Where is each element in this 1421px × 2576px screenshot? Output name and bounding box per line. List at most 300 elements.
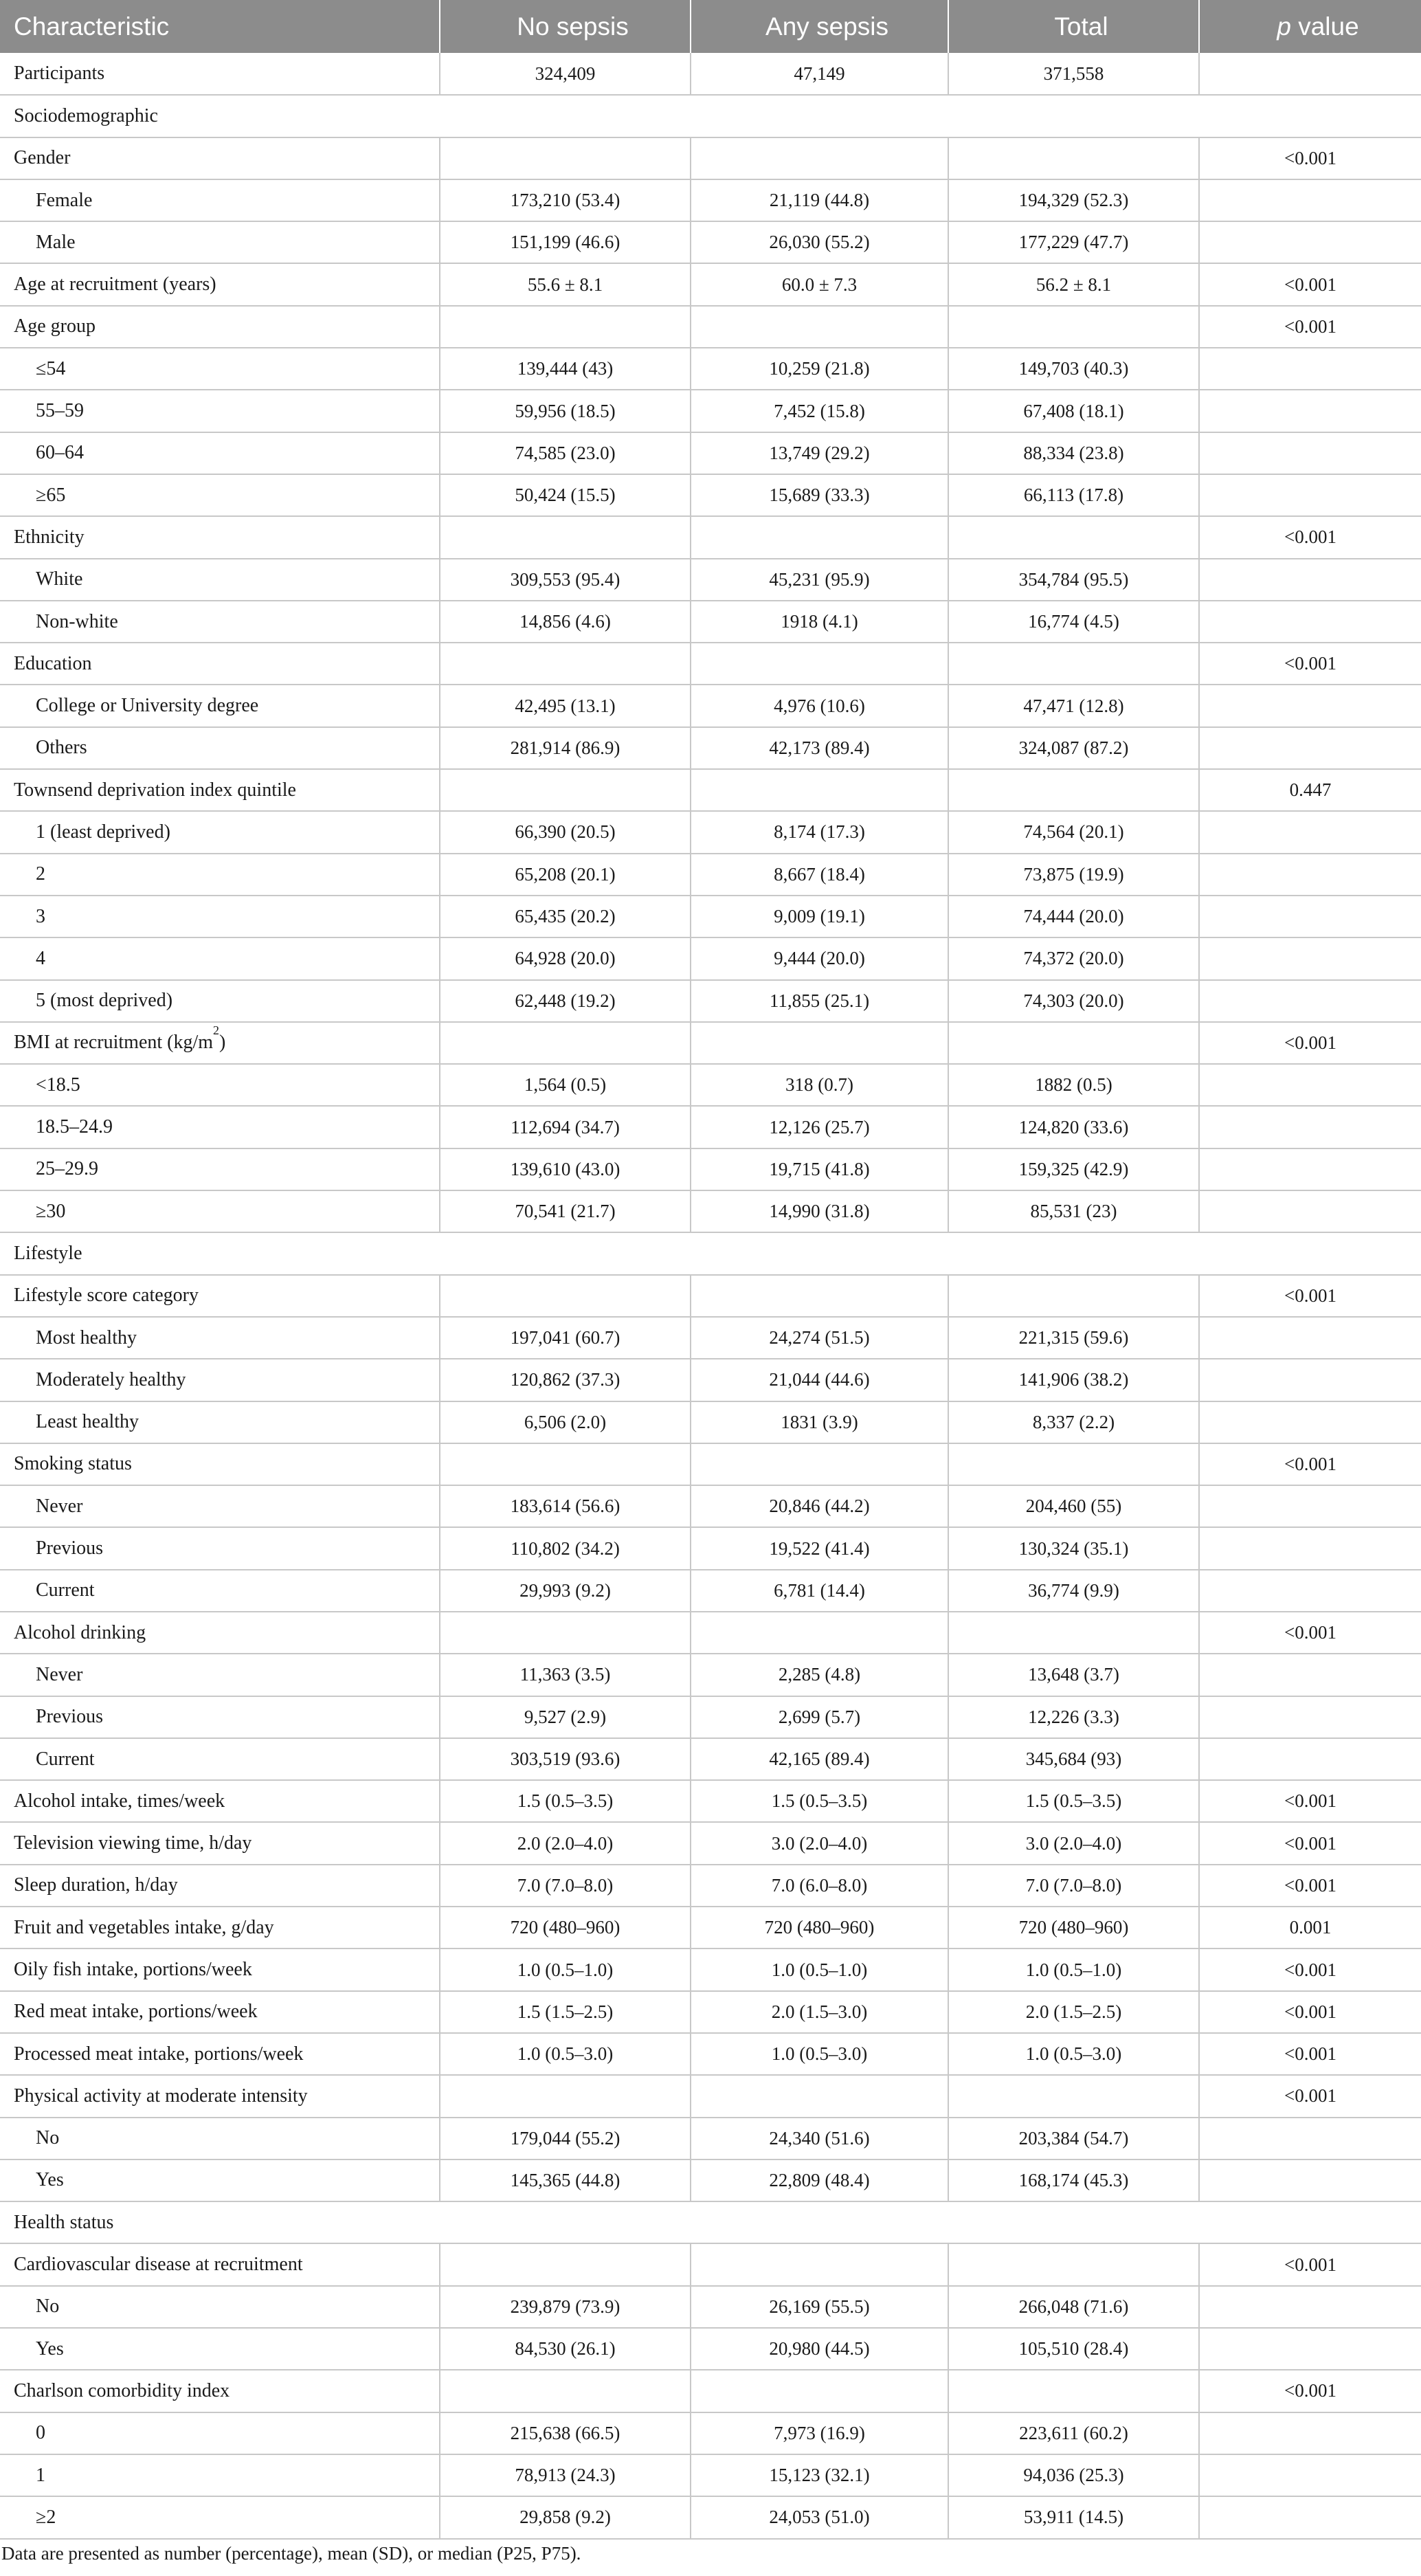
any-sepsis-cell: [691, 1612, 948, 1654]
characteristic-cell: 1: [0, 2454, 440, 2496]
p-value-cell: [1199, 2118, 1421, 2159]
characteristic-cell: Charlson comorbidity index: [0, 2370, 440, 2412]
p-value-cell: <0.001: [1199, 1822, 1421, 1864]
characteristic-cell: Smoking status: [0, 1443, 440, 1485]
any-sepsis-cell: 8,174 (17.3): [691, 811, 948, 853]
table-row: [0, 601, 1421, 643]
section-heading: Health status: [0, 2201, 1421, 2243]
p-value-cell: [1199, 2412, 1421, 2454]
table-row: [0, 854, 1421, 896]
total-cell: [948, 2075, 1199, 2117]
characteristic-cell: Yes: [0, 2328, 440, 2370]
any-sepsis-cell: [691, 2370, 948, 2412]
no-sepsis-cell: 151,199 (46.6): [440, 221, 691, 263]
p-value-cell: <0.001: [1199, 2370, 1421, 2412]
total-cell: 16,774 (4.5): [948, 601, 1199, 643]
total-cell: 105,510 (28.4): [948, 2328, 1199, 2370]
total-cell: [948, 1022, 1199, 1064]
table-row: [0, 937, 1421, 979]
characteristic-cell: Age at recruitment (years): [0, 263, 440, 305]
total-cell: 204,460 (55): [948, 1485, 1199, 1527]
no-sepsis-cell: [440, 2370, 691, 2412]
table-row: [0, 643, 1421, 685]
characteristic-cell: Yes: [0, 2159, 440, 2201]
no-sepsis-cell: 179,044 (55.2): [440, 2118, 691, 2159]
characteristic-cell: Others: [0, 727, 440, 769]
no-sepsis-cell: 281,914 (86.9): [440, 727, 691, 769]
any-sepsis-cell: 24,274 (51.5): [691, 1317, 948, 1359]
total-cell: [948, 306, 1199, 348]
characteristic-cell: ≥2: [0, 2496, 440, 2538]
any-sepsis-cell: 47,149: [691, 53, 948, 95]
characteristic-cell: Least healthy: [0, 1401, 440, 1443]
any-sepsis-cell: 6,781 (14.4): [691, 1570, 948, 1612]
table-row: [0, 2243, 1421, 2285]
any-sepsis-cell: 60.0 ± 7.3: [691, 263, 948, 305]
table-row: [0, 1865, 1421, 1907]
characteristic-cell: Ethnicity: [0, 516, 440, 558]
no-sepsis-cell: 120,862 (37.3): [440, 1359, 691, 1401]
total-cell: 85,531 (23): [948, 1190, 1199, 1232]
characteristic-cell: College or University degree: [0, 685, 440, 726]
table-row: [0, 2454, 1421, 2496]
total-cell: 149,703 (40.3): [948, 348, 1199, 390]
any-sepsis-cell: 21,044 (44.6): [691, 1359, 948, 1401]
characteristic-cell: Previous: [0, 1696, 440, 1738]
characteristic-cell: White: [0, 559, 440, 601]
p-value-cell: [1199, 1570, 1421, 1612]
table-footnote: Data are presented as number (percentage), mean (SD), or median (P25, P75).: [1, 2543, 581, 2564]
p-value-cell: [1199, 474, 1421, 516]
any-sepsis-cell: 24,340 (51.6): [691, 2118, 948, 2159]
table-row: [0, 1948, 1421, 1990]
p-value-cell: 0.001: [1199, 1907, 1421, 1948]
characteristic-cell: Oily fish intake, portions/week: [0, 1948, 440, 1990]
total-cell: [948, 1275, 1199, 1317]
table-row: [0, 1148, 1421, 1190]
no-sepsis-cell: 70,541 (21.7): [440, 1190, 691, 1232]
no-sepsis-cell: 720 (480–960): [440, 1907, 691, 1948]
p-value-cell: [1199, 2159, 1421, 2201]
no-sepsis-cell: 64,928 (20.0): [440, 937, 691, 979]
any-sepsis-cell: 42,165 (89.4): [691, 1738, 948, 1780]
p-value-cell: <0.001: [1199, 263, 1421, 305]
p-value-cell: <0.001: [1199, 137, 1421, 179]
no-sepsis-cell: 1.5 (0.5–3.5): [440, 1780, 691, 1822]
any-sepsis-cell: 15,123 (32.1): [691, 2454, 948, 2496]
p-value-cell: [1199, 1106, 1421, 1148]
any-sepsis-cell: 26,169 (55.5): [691, 2286, 948, 2328]
table-row: [0, 1485, 1421, 1527]
any-sepsis-cell: 720 (480–960): [691, 1907, 948, 1948]
no-sepsis-cell: 309,553 (95.4): [440, 559, 691, 601]
p-value-cell: [1199, 811, 1421, 853]
table-row: [0, 263, 1421, 305]
p-value-cell: <0.001: [1199, 1865, 1421, 1907]
no-sepsis-cell: 6,506 (2.0): [440, 1401, 691, 1443]
total-cell: 67,408 (18.1): [948, 390, 1199, 432]
p-value-cell: <0.001: [1199, 2033, 1421, 2075]
header-total: Total: [948, 0, 1199, 53]
table-row: [0, 1780, 1421, 1822]
characteristic-cell: Male: [0, 221, 440, 263]
p-value-cell: [1199, 854, 1421, 896]
no-sepsis-cell: [440, 1275, 691, 1317]
p-value-cell: <0.001: [1199, 1612, 1421, 1654]
table-row: [0, 769, 1421, 811]
total-cell: 130,324 (35.1): [948, 1527, 1199, 1569]
characteristic-cell: Alcohol drinking: [0, 1612, 440, 1654]
total-cell: 720 (480–960): [948, 1907, 1199, 1948]
header-p-value: [1199, 0, 1421, 53]
no-sepsis-cell: 303,519 (93.6): [440, 1738, 691, 1780]
section-row: [0, 95, 1421, 137]
characteristic-cell: Moderately healthy: [0, 1359, 440, 1401]
p-value-cell: [1199, 937, 1421, 979]
any-sepsis-cell: 26,030 (55.2): [691, 221, 948, 263]
total-cell: [948, 2243, 1199, 2285]
table-row: [0, 811, 1421, 853]
any-sepsis-cell: 22,809 (48.4): [691, 2159, 948, 2201]
total-cell: 73,875 (19.9): [948, 854, 1199, 896]
characteristic-cell: Most healthy: [0, 1317, 440, 1359]
no-sepsis-cell: [440, 769, 691, 811]
p-value-cell: <0.001: [1199, 2075, 1421, 2117]
characteristic-cell: Previous: [0, 1527, 440, 1569]
characteristic-cell: Education: [0, 643, 440, 685]
p-value-cell: [1199, 1190, 1421, 1232]
characteristic-cell: 1 (least deprived): [0, 811, 440, 853]
no-sepsis-cell: 78,913 (24.3): [440, 2454, 691, 2496]
total-cell: 74,444 (20.0): [948, 896, 1199, 937]
any-sepsis-cell: 2.0 (1.5–3.0): [691, 1991, 948, 2033]
characteristic-cell: ≥30: [0, 1190, 440, 1232]
table-row: [0, 2159, 1421, 2201]
any-sepsis-cell: 3.0 (2.0–4.0): [691, 1822, 948, 1864]
any-sepsis-cell: [691, 516, 948, 558]
table-row: [0, 896, 1421, 937]
table-row: [0, 727, 1421, 769]
any-sepsis-cell: [691, 643, 948, 685]
any-sepsis-cell: [691, 1022, 948, 1064]
any-sepsis-cell: [691, 137, 948, 179]
any-sepsis-cell: 11,855 (25.1): [691, 980, 948, 1022]
characteristic-cell: Alcohol intake, times/week: [0, 1780, 440, 1822]
table-row: [0, 980, 1421, 1022]
total-cell: 1882 (0.5): [948, 1064, 1199, 1106]
table-row: [0, 432, 1421, 474]
p-value-cell: <0.001: [1199, 1780, 1421, 1822]
p-value-cell: [1199, 179, 1421, 221]
table-row: [0, 2370, 1421, 2412]
any-sepsis-cell: 12,126 (25.7): [691, 1106, 948, 1148]
characteristic-cell: Red meat intake, portions/week: [0, 1991, 440, 2033]
characteristic-cell: Never: [0, 1654, 440, 1696]
no-sepsis-cell: 1.0 (0.5–1.0): [440, 1948, 691, 1990]
total-cell: 12,226 (3.3): [948, 1696, 1199, 1738]
no-sepsis-cell: 145,365 (44.8): [440, 2159, 691, 2201]
table-row: [0, 1570, 1421, 1612]
no-sepsis-cell: [440, 2075, 691, 2117]
table-row: [0, 390, 1421, 432]
any-sepsis-cell: 9,444 (20.0): [691, 937, 948, 979]
characteristic-cell: Processed meat intake, portions/week: [0, 2033, 440, 2075]
any-sepsis-cell: 10,259 (21.8): [691, 348, 948, 390]
total-cell: 345,684 (93): [948, 1738, 1199, 1780]
characteristic-cell: Lifestyle score category: [0, 1275, 440, 1317]
p-value-cell: <0.001: [1199, 2243, 1421, 2285]
total-cell: 13,648 (3.7): [948, 1654, 1199, 1696]
total-cell: 74,303 (20.0): [948, 980, 1199, 1022]
table-row: [0, 474, 1421, 516]
any-sepsis-cell: [691, 306, 948, 348]
no-sepsis-cell: [440, 137, 691, 179]
any-sepsis-cell: 7,452 (15.8): [691, 390, 948, 432]
any-sepsis-cell: 7,973 (16.9): [691, 2412, 948, 2454]
any-sepsis-cell: 7.0 (6.0–8.0): [691, 1865, 948, 1907]
no-sepsis-cell: 1.5 (1.5–2.5): [440, 1991, 691, 2033]
no-sepsis-cell: 84,530 (26.1): [440, 2328, 691, 2370]
table-row: [0, 1443, 1421, 1485]
total-cell: 3.0 (2.0–4.0): [948, 1822, 1199, 1864]
header-no-sepsis: No sepsis: [440, 0, 691, 53]
no-sepsis-cell: 65,208 (20.1): [440, 854, 691, 896]
total-cell: 266,048 (71.6): [948, 2286, 1199, 2328]
p-value-cell: [1199, 559, 1421, 601]
total-cell: 7.0 (7.0–8.0): [948, 1865, 1199, 1907]
characteristic-cell: [0, 1022, 440, 1064]
table-row: [0, 2496, 1421, 2538]
total-cell: 177,229 (47.7): [948, 221, 1199, 263]
table-row: [0, 137, 1421, 179]
p-value-cell: <0.001: [1199, 516, 1421, 558]
no-sepsis-cell: 7.0 (7.0–8.0): [440, 1865, 691, 1907]
characteristic-cell: No: [0, 2118, 440, 2159]
any-sepsis-cell: 20,980 (44.5): [691, 2328, 948, 2370]
characteristic-cell: Television viewing time, h/day: [0, 1822, 440, 1864]
total-cell: [948, 2370, 1199, 2412]
any-sepsis-cell: 20,846 (44.2): [691, 1485, 948, 1527]
p-value-cell: <0.001: [1199, 1022, 1421, 1064]
any-sepsis-cell: 8,667 (18.4): [691, 854, 948, 896]
characteristic-cell: 2: [0, 854, 440, 896]
p-value-cell: [1199, 432, 1421, 474]
characteristic-cell: Current: [0, 1570, 440, 1612]
characteristic-cell: Never: [0, 1485, 440, 1527]
no-sepsis-cell: [440, 1022, 691, 1064]
total-cell: 66,113 (17.8): [948, 474, 1199, 516]
section-row: [0, 2201, 1421, 2243]
no-sepsis-cell: 215,638 (66.5): [440, 2412, 691, 2454]
any-sepsis-cell: [691, 1275, 948, 1317]
no-sepsis-cell: [440, 2243, 691, 2285]
table-row: [0, 1106, 1421, 1148]
any-sepsis-cell: 1831 (3.9): [691, 1401, 948, 1443]
no-sepsis-cell: 110,802 (34.2): [440, 1527, 691, 1569]
characteristic-cell: Age group: [0, 306, 440, 348]
p-value-cell: [1199, 727, 1421, 769]
no-sepsis-cell: 173,210 (53.4): [440, 179, 691, 221]
table-row: [0, 1654, 1421, 1696]
p-value-cell: [1199, 1738, 1421, 1780]
total-cell: 159,325 (42.9): [948, 1148, 1199, 1190]
total-cell: [948, 1443, 1199, 1485]
p-value-cell: [1199, 2496, 1421, 2538]
characteristic-cell: Fruit and vegetables intake, g/day: [0, 1907, 440, 1948]
total-cell: 371,558: [948, 53, 1199, 95]
any-sepsis-cell: 45,231 (95.9): [691, 559, 948, 601]
no-sepsis-cell: 112,694 (34.7): [440, 1106, 691, 1148]
no-sepsis-cell: 2.0 (2.0–4.0): [440, 1822, 691, 1864]
any-sepsis-cell: 24,053 (51.0): [691, 2496, 948, 2538]
table-row: [0, 559, 1421, 601]
total-cell: 53,911 (14.5): [948, 2496, 1199, 2538]
no-sepsis-cell: [440, 306, 691, 348]
p-value-cell: [1199, 1064, 1421, 1106]
total-cell: 194,329 (52.3): [948, 179, 1199, 221]
characteristic-label: BMI at recruitment (kg/m: [14, 1032, 214, 1054]
p-value-cell: [1199, 1401, 1421, 1443]
header-characteristic: Characteristic: [0, 0, 440, 53]
no-sepsis-cell: 29,993 (9.2): [440, 1570, 691, 1612]
total-cell: 56.2 ± 8.1: [948, 263, 1199, 305]
p-value-cell: [1199, 390, 1421, 432]
any-sepsis-cell: [691, 769, 948, 811]
table-row: [0, 1275, 1421, 1317]
section-row: [0, 1232, 1421, 1274]
header-row: [0, 0, 1421, 53]
no-sepsis-cell: 324,409: [440, 53, 691, 95]
p-value-cell: [1199, 53, 1421, 95]
p-value-cell: [1199, 1485, 1421, 1527]
table-row: [0, 1612, 1421, 1654]
table-row: [0, 306, 1421, 348]
no-sepsis-cell: 139,444 (43): [440, 348, 691, 390]
p-value-cell: [1199, 1654, 1421, 1696]
table-header: [0, 0, 1421, 53]
p-value-cell: [1199, 1359, 1421, 1401]
characteristic-cell: Non-white: [0, 601, 440, 643]
no-sepsis-cell: 65,435 (20.2): [440, 896, 691, 937]
characteristic-cell: 60–64: [0, 432, 440, 474]
p-value-cell: [1199, 980, 1421, 1022]
any-sepsis-cell: [691, 2075, 948, 2117]
table-row: [0, 1991, 1421, 2033]
table-row: [0, 1359, 1421, 1401]
no-sepsis-cell: 74,585 (23.0): [440, 432, 691, 474]
total-cell: 47,471 (12.8): [948, 685, 1199, 726]
table-row: [0, 1822, 1421, 1864]
characteristic-label-suffix: ): [219, 1032, 226, 1054]
table-row: [0, 2328, 1421, 2370]
table-row: [0, 1527, 1421, 1569]
characteristic-cell: Townsend deprivation index quintile: [0, 769, 440, 811]
table-row: [0, 2118, 1421, 2159]
total-cell: 223,611 (60.2): [948, 2412, 1199, 2454]
total-cell: 203,384 (54.7): [948, 2118, 1199, 2159]
table-row: [0, 2075, 1421, 2117]
total-cell: 94,036 (25.3): [948, 2454, 1199, 2496]
no-sepsis-cell: 14,856 (4.6): [440, 601, 691, 643]
p-value-cell: [1199, 221, 1421, 263]
table-row: [0, 348, 1421, 390]
section-heading: Lifestyle: [0, 1232, 1421, 1274]
p-value-cell: [1199, 1527, 1421, 1569]
characteristic-cell: 0: [0, 2412, 440, 2454]
p-value-cell: [1199, 2454, 1421, 2496]
p-value-cell: [1199, 896, 1421, 937]
table-row: [0, 1022, 1421, 1064]
total-cell: 74,372 (20.0): [948, 937, 1199, 979]
no-sepsis-cell: [440, 643, 691, 685]
characteristic-cell: 5 (most deprived): [0, 980, 440, 1022]
p-value-cell: [1199, 601, 1421, 643]
characteristic-cell: ≤54: [0, 348, 440, 390]
any-sepsis-cell: 9,009 (19.1): [691, 896, 948, 937]
total-cell: 36,774 (9.9): [948, 1570, 1199, 1612]
characteristic-cell: Current: [0, 1738, 440, 1780]
characteristic-cell: Physical activity at moderate intensity: [0, 2075, 440, 2117]
p-value-cell: <0.001: [1199, 1991, 1421, 2033]
superscript: 2: [213, 1023, 220, 1038]
p-value-cell: <0.001: [1199, 1443, 1421, 1485]
total-cell: [948, 516, 1199, 558]
any-sepsis-cell: 19,715 (41.8): [691, 1148, 948, 1190]
total-cell: 74,564 (20.1): [948, 811, 1199, 853]
no-sepsis-cell: 50,424 (15.5): [440, 474, 691, 516]
total-cell: 8,337 (2.2): [948, 1401, 1199, 1443]
any-sepsis-cell: 42,173 (89.4): [691, 727, 948, 769]
table-row: [0, 685, 1421, 726]
characteristic-cell: 3: [0, 896, 440, 937]
no-sepsis-cell: 55.6 ± 8.1: [440, 263, 691, 305]
p-value-cell: 0.447: [1199, 769, 1421, 811]
p-value-cell: [1199, 2286, 1421, 2328]
section-heading: Sociodemographic: [0, 95, 1421, 137]
total-cell: [948, 137, 1199, 179]
any-sepsis-cell: 1.5 (0.5–3.5): [691, 1780, 948, 1822]
p-value-cell: <0.001: [1199, 1275, 1421, 1317]
table-row: [0, 2412, 1421, 2454]
any-sepsis-cell: 2,699 (5.7): [691, 1696, 948, 1738]
table-row: [0, 2286, 1421, 2328]
no-sepsis-cell: [440, 1612, 691, 1654]
any-sepsis-cell: 19,522 (41.4): [691, 1527, 948, 1569]
any-sepsis-cell: 1.0 (0.5–1.0): [691, 1948, 948, 1990]
p-value-cell: <0.001: [1199, 643, 1421, 685]
any-sepsis-cell: 1918 (4.1): [691, 601, 948, 643]
total-cell: 324,087 (87.2): [948, 727, 1199, 769]
table-body: [0, 53, 1421, 2539]
no-sepsis-cell: 239,879 (73.9): [440, 2286, 691, 2328]
no-sepsis-cell: 62,448 (19.2): [440, 980, 691, 1022]
any-sepsis-cell: [691, 2243, 948, 2285]
table-row: [0, 1317, 1421, 1359]
p-value-cell: [1199, 1148, 1421, 1190]
no-sepsis-cell: 42,495 (13.1): [440, 685, 691, 726]
total-cell: 141,906 (38.2): [948, 1359, 1199, 1401]
any-sepsis-cell: 13,749 (29.2): [691, 432, 948, 474]
p-value-cell: [1199, 2328, 1421, 2370]
no-sepsis-cell: 183,614 (56.6): [440, 1485, 691, 1527]
p-value-cell: [1199, 348, 1421, 390]
no-sepsis-cell: 59,956 (18.5): [440, 390, 691, 432]
p-value-cell: <0.001: [1199, 1948, 1421, 1990]
characteristic-cell: No: [0, 2286, 440, 2328]
no-sepsis-cell: [440, 516, 691, 558]
characteristic-cell: 25–29.9: [0, 1148, 440, 1190]
total-cell: 2.0 (1.5–2.5): [948, 1991, 1199, 2033]
